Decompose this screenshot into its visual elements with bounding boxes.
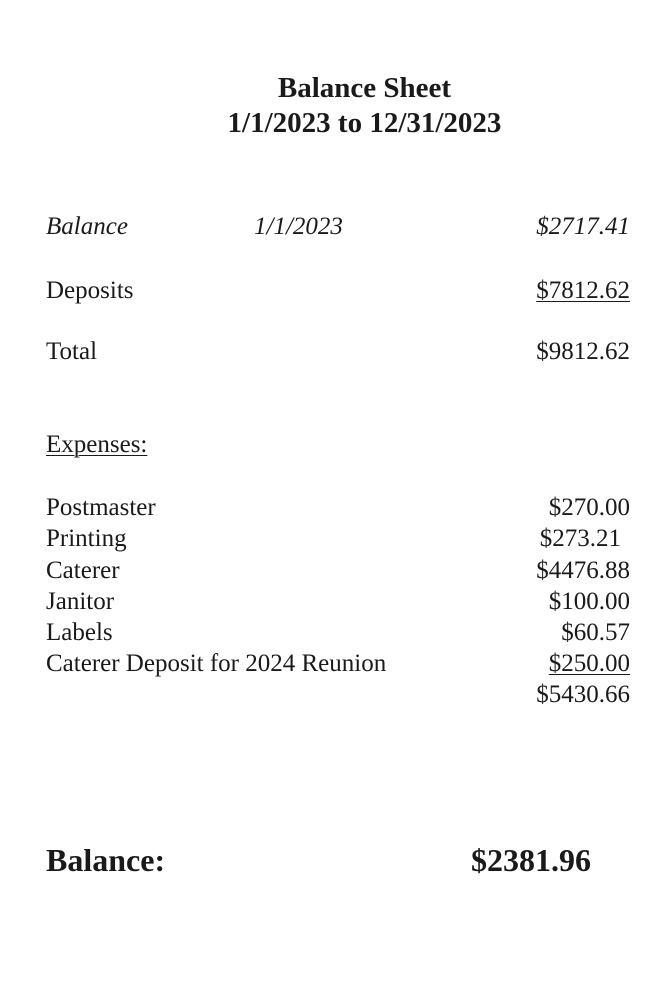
total-label: Total [46,338,98,365]
expenses-heading-row [46,429,630,461]
expense-amount: $270.00 [548,494,630,521]
expense-row [46,523,630,554]
expense-label: Labels [46,619,113,646]
opening-balance-label: Balance [46,213,128,240]
expense-amount: $4476.88 [536,557,630,584]
deposits-amount: $7812.62 [536,277,630,304]
expense-label: Postmaster [46,494,156,521]
expense-label: Caterer [46,557,120,584]
expense-row [46,586,630,617]
expenses-total-amount: $5430.66 [536,681,630,708]
expenses-heading: Expenses: [46,431,148,458]
expense-amount: $250.00 [548,650,630,677]
expense-label: Janitor [46,588,115,615]
opening-balance-date: 1/1/2023 [254,213,343,240]
expenses-total-row [46,679,630,710]
deposits-row [46,275,630,307]
document-title: Balance Sheet [277,72,452,104]
expense-row [46,648,630,679]
closing-balance-label: Balance: [46,842,166,878]
opening-balance-row [46,211,630,243]
deposits-label: Deposits [46,277,134,304]
closing-balance-row [46,838,591,882]
document-period: 1/1/2023 to 12/31/2023 [227,107,502,139]
expense-amount: $100.00 [548,588,630,615]
expense-row [46,492,630,523]
total-row [46,336,630,368]
expense-row [46,555,630,586]
closing-balance-amount: $2381.96 [471,842,591,878]
expense-amount: $60.57 [561,619,630,646]
expense-row [46,617,630,648]
expense-label: Printing [46,525,127,552]
expense-amount: $273.21 [539,525,621,552]
expense-label: Caterer Deposit for 2024 Reunion [46,650,387,677]
opening-balance-amount: $2717.41 [536,213,630,240]
total-amount: $9812.62 [536,338,630,365]
